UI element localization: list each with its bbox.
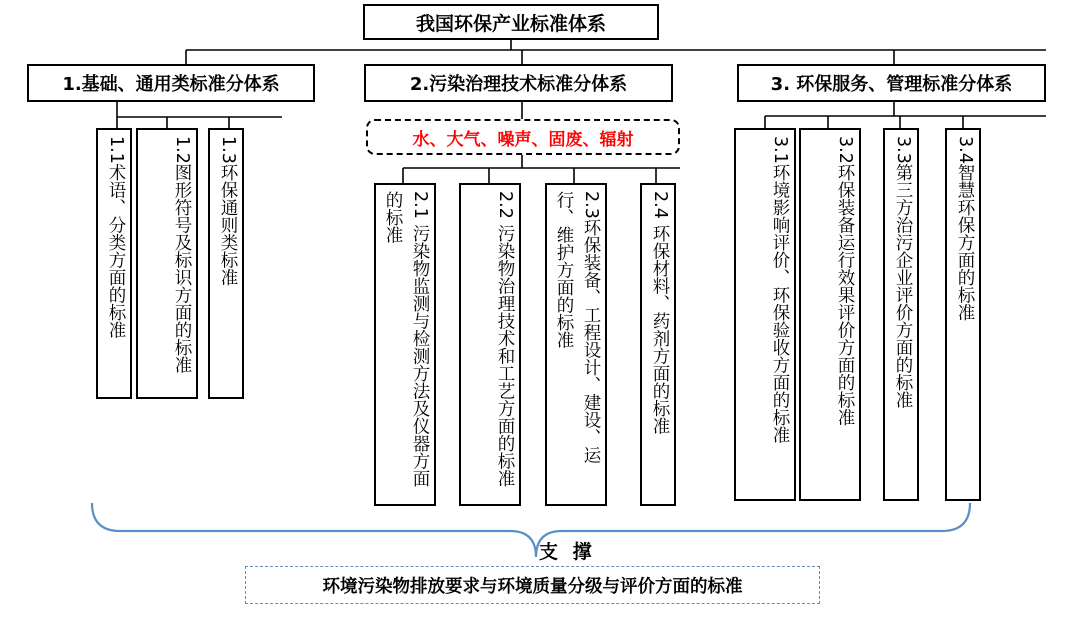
support-brace bbox=[92, 503, 970, 557]
category-pollution-control: 2.污染治理技术标准分体系 bbox=[364, 64, 673, 102]
item-1-2-symbols: 1.2图形符号及标识方面的标准 bbox=[136, 128, 198, 399]
item-3-2-equipment-evaluation: 3.2环保装备运行效果评价方面的标准 bbox=[799, 128, 861, 501]
item-1-1-terms: 1.1术语、分类方面的标准 bbox=[96, 128, 132, 399]
basis-standards-box: 环境污染物排放要求与环境质量分级与评价方面的标准 bbox=[245, 566, 820, 604]
category-service-management: 3. 环保服务、管理标准分体系 bbox=[737, 64, 1046, 102]
item-2-4-materials: 2.4 环保材料、药剂方面的标准 bbox=[640, 183, 676, 506]
support-label: 支 撑 bbox=[539, 541, 596, 563]
item-2-3-equipment-engineering: 2.3环保装备、工程设计、建设、运行、维护方面的标准 bbox=[545, 183, 607, 506]
item-1-3-general-rules: 1.3环保通则类标准 bbox=[208, 128, 244, 399]
diagram-title: 我国环保产业标准体系 bbox=[363, 4, 659, 40]
pollutant-types-note: 水、大气、噪声、固废、辐射 bbox=[366, 119, 680, 155]
category-basic-general: 1.基础、通用类标准分体系 bbox=[27, 64, 315, 102]
item-3-3-third-party: 3.3第三方治污企业评价方面的标准 bbox=[883, 128, 919, 501]
item-2-1-monitoring: 2.1 污染物监测与检测方法及仪器方面的标准 bbox=[374, 183, 436, 506]
item-2-2-treatment-tech: 2.2 污染物治理技术和工艺方面的标准 bbox=[459, 183, 521, 506]
item-3-4-smart-env: 3.4智慧环保方面的标准 bbox=[945, 128, 981, 501]
item-3-1-eia: 3.1环境影响评价、环保验收方面的标准 bbox=[734, 128, 796, 501]
